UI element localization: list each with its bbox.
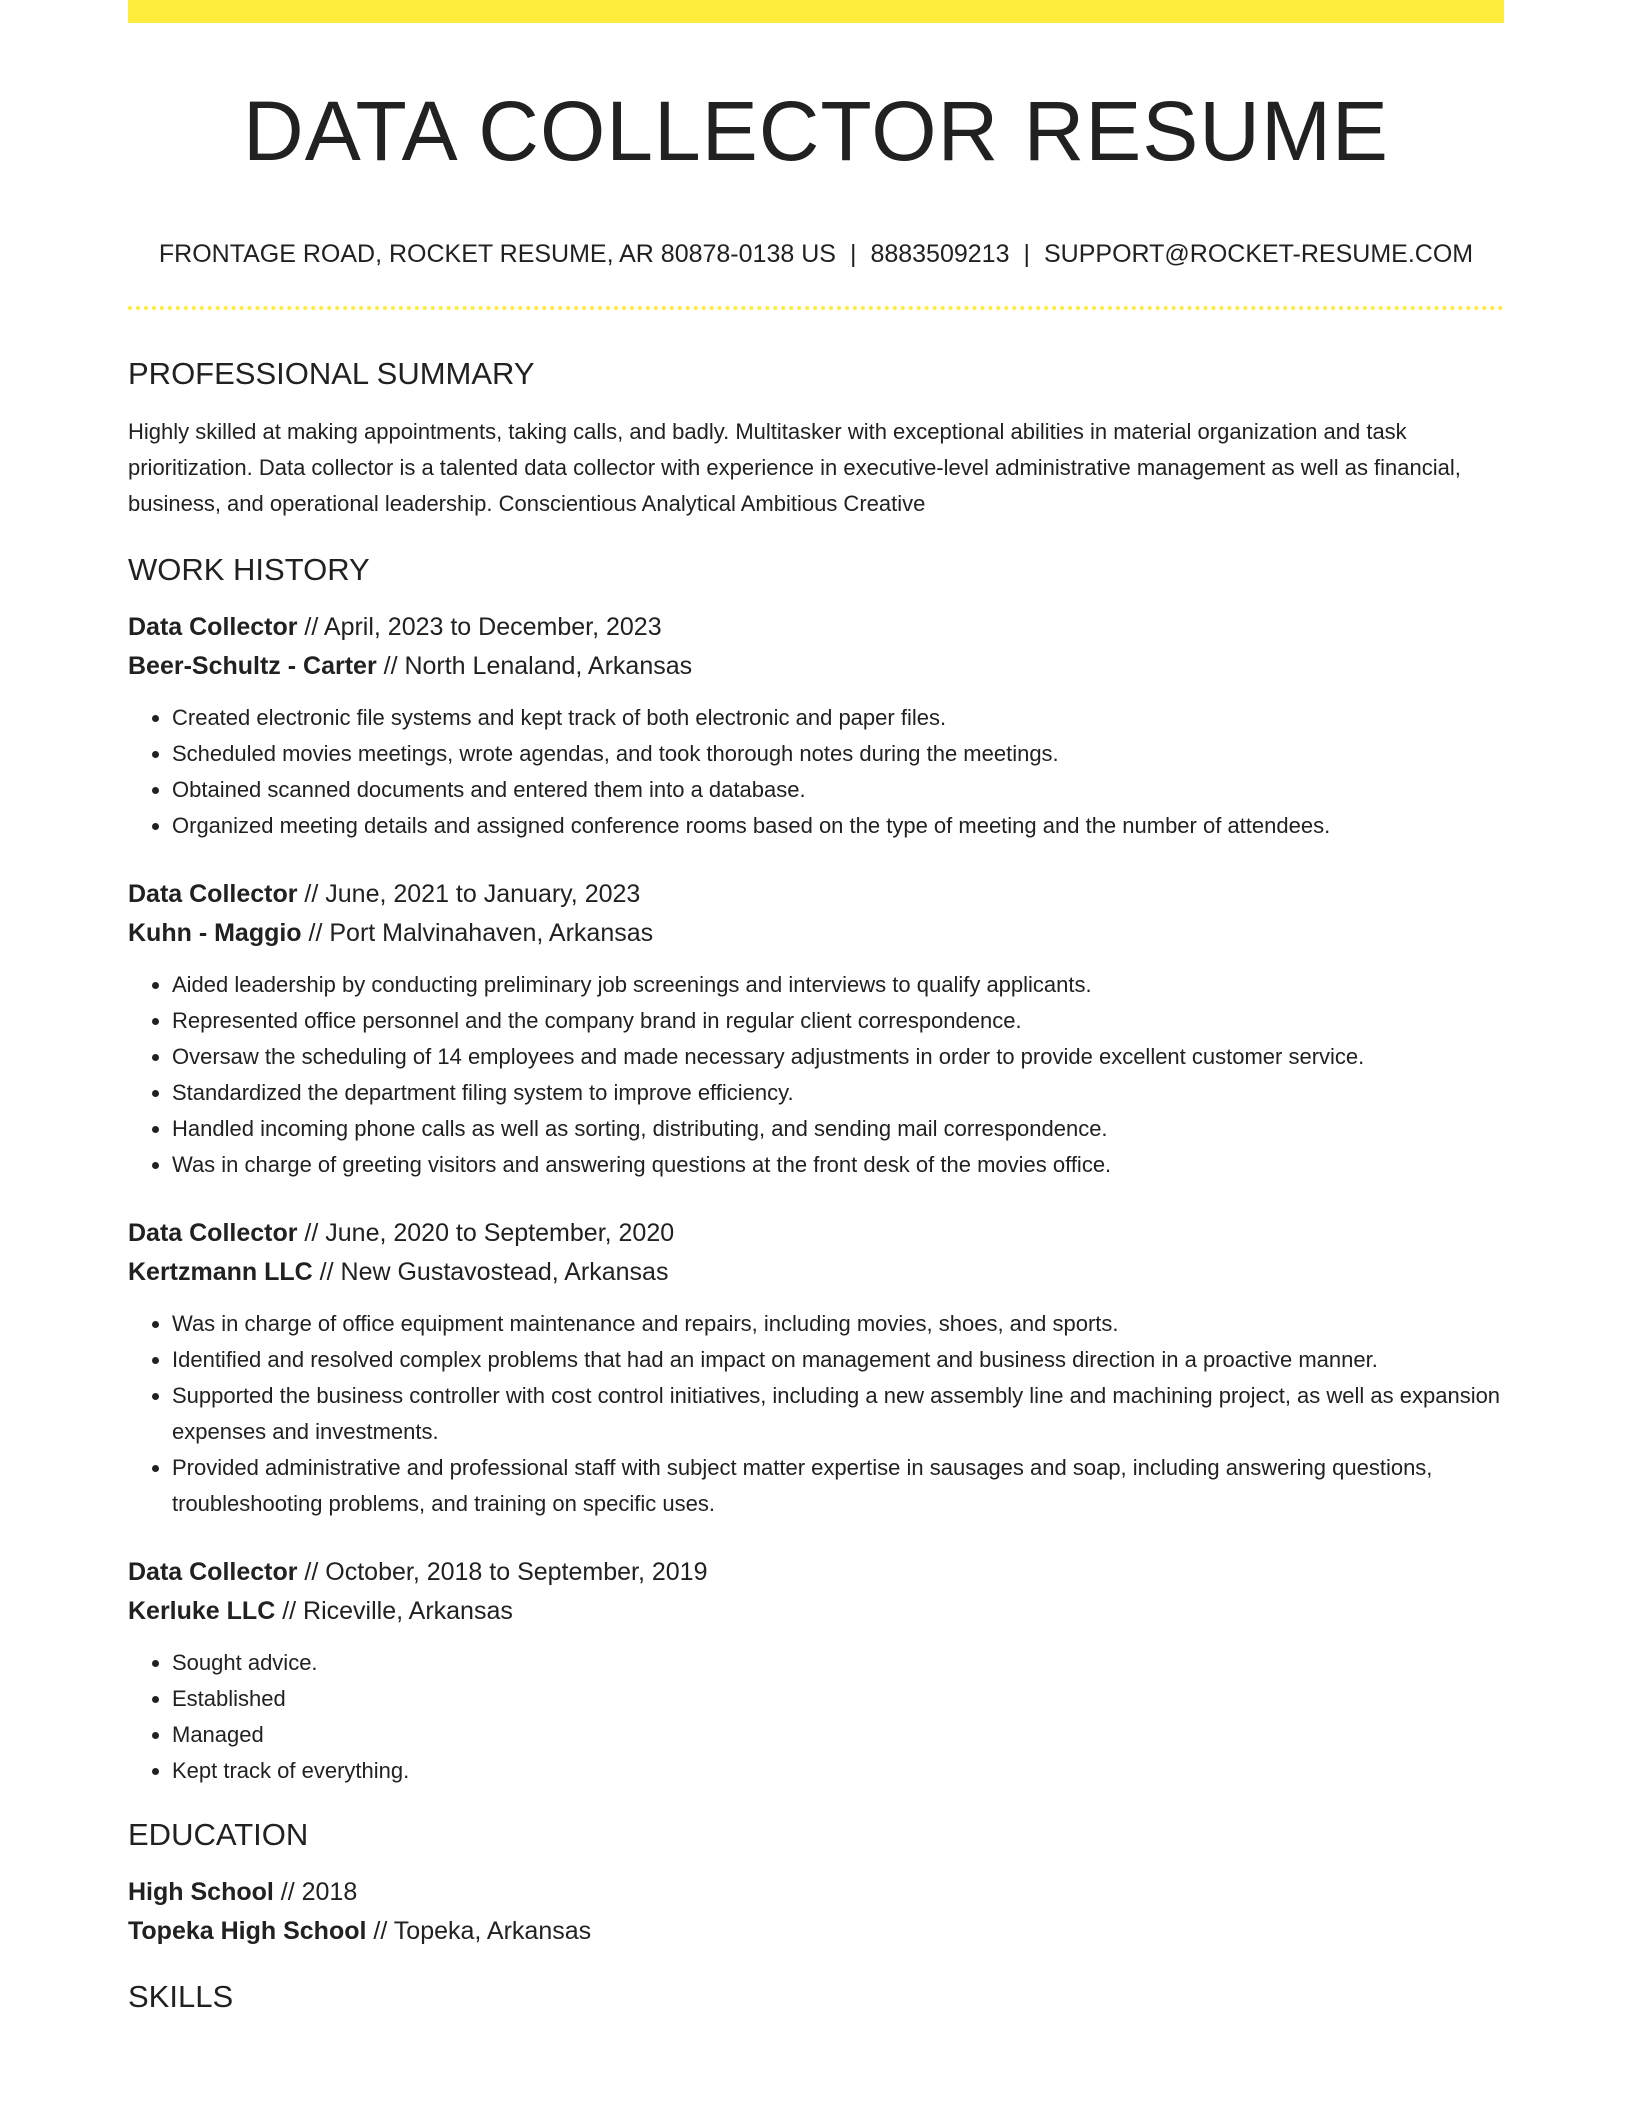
job-bullet: • Represented office personnel and the company brand in regular client correspondence.: [172, 1003, 1504, 1039]
contact-phone: 8883509213: [870, 240, 1010, 268]
job-location: // North Lenaland, Arkansas: [376, 652, 693, 680]
job-location: // Port Malvinahaven, Arkansas: [301, 919, 654, 947]
header-divider: [128, 306, 1504, 310]
job-company-line: [128, 1253, 1504, 1292]
job-bullet: • Was in charge of office equipment maintenance and repairs, including movies, shoes, and sports.: [172, 1306, 1504, 1342]
job-bullet: • Established: [172, 1681, 1504, 1717]
job-company: Kertzmann LLC: [128, 1258, 313, 1286]
job-entry: [128, 1214, 1504, 1522]
job-bullet: • Provided administrative and professional staff with subject matter expertise in sausages and soap, including answering questions, troubleshooting problems, and training on specific uses.: [172, 1450, 1504, 1522]
job-bullet: • Oversaw the scheduling of 14 employees and made necessary adjustments in order to provide excellent customer service.: [172, 1039, 1504, 1075]
job-title-line: [128, 1553, 1504, 1592]
job-title-line: [128, 875, 1504, 914]
job-location: // Riceville, Arkansas: [275, 1597, 513, 1625]
job-bullet: • Obtained scanned documents and entered them into a database.: [172, 772, 1504, 808]
skills-heading: SKILLS: [128, 1979, 234, 2014]
education-degree-line: [128, 1873, 1504, 1912]
contact-address: FRONTAGE ROAD, ROCKET RESUME, AR 80878-0138 US: [158, 240, 836, 268]
job-dates: // October, 2018 to September, 2019: [297, 1558, 708, 1586]
education-year: // 2018: [273, 1878, 358, 1906]
job-dates: // April, 2023 to December, 2023: [297, 613, 662, 641]
job-entry: [128, 608, 1504, 844]
job-bullet: • Scheduled movies meetings, wrote agendas, and took thorough notes during the meetings.: [172, 736, 1504, 772]
job-bullet: • Sought advice.: [172, 1645, 1504, 1681]
job-dates: // June, 2020 to September, 2020: [297, 1219, 675, 1247]
summary-heading: PROFESSIONAL SUMMARY: [128, 356, 535, 391]
education-school: Topeka High School: [128, 1917, 367, 1945]
job-location: // New Gustavostead, Arkansas: [312, 1258, 669, 1286]
contact-separator: |: [1023, 240, 1030, 268]
work-history-heading: WORK HISTORY: [128, 552, 370, 587]
resume-title: DATA COLLECTOR RESUME: [243, 84, 1389, 178]
job-company: Kerluke LLC: [128, 1597, 276, 1625]
job-title: Data Collector: [128, 613, 298, 641]
job-company: Kuhn - Maggio: [128, 919, 302, 947]
job-title: Data Collector: [128, 1219, 298, 1247]
job-bullet: • Created electronic file systems and kept track of both electronic and paper files.: [172, 700, 1504, 736]
education-heading: EDUCATION: [128, 1817, 309, 1852]
job-entry: [128, 875, 1504, 1183]
job-bullets: [128, 1306, 1504, 1522]
job-bullet: • Managed: [172, 1717, 1504, 1753]
job-entry: [128, 1553, 1504, 1789]
skills-section: [128, 1973, 1504, 2021]
contact-email: SUPPORT@ROCKET-RESUME.COM: [1043, 240, 1474, 268]
summary-text: Highly skilled at making appointments, taking calls, and badly. Multitasker with exceptional abilities in material organization and task prioritization. Data collector is a talented data collector with experience in executive-level administrative management as well as financial, business, and operational leadership. Conscientious Analytical Ambitious Creative: [128, 419, 1461, 516]
education-section: [128, 1811, 1504, 1951]
job-title-line: [128, 1214, 1504, 1253]
job-bullet: • Was in charge of greeting visitors and answering questions at the front desk of the movies office.: [172, 1147, 1504, 1183]
accent-bar: [128, 0, 1504, 23]
job-bullet: • Handled incoming phone calls as well as sorting, distributing, and sending mail correspondence.: [172, 1111, 1504, 1147]
job-bullets: [128, 1645, 1504, 1789]
contact-separator: |: [849, 240, 857, 268]
job-bullet: • Standardized the department filing system to improve efficiency.: [172, 1075, 1504, 1111]
job-bullet: • Supported the business controller with cost control initiatives, including a new assembly line and machining project, as well as expansion expenses and investments.: [172, 1378, 1504, 1450]
job-bullet: • Organized meeting details and assigned conference rooms based on the type of meeting and the number of attendees.: [172, 808, 1504, 844]
job-bullets: [128, 967, 1504, 1183]
resume-content: [128, 350, 1504, 2021]
education-degree: High School: [128, 1878, 274, 1906]
job-title: Data Collector: [128, 1558, 298, 1586]
education-location: // Topeka, Arkansas: [366, 1917, 592, 1945]
job-title-line: [128, 608, 1504, 647]
job-company-line: [128, 647, 1504, 686]
job-dates: // June, 2021 to January, 2023: [297, 880, 641, 908]
job-title: Data Collector: [128, 880, 298, 908]
job-bullet: • Aided leadership by conducting preliminary job screenings and interviews to qualify applicants.: [172, 967, 1504, 1003]
job-company-line: [128, 914, 1504, 953]
job-company: Beer-Schultz - Carter: [128, 652, 377, 680]
job-company-line: [128, 1592, 1504, 1631]
education-entry: [128, 1873, 1504, 1951]
education-school-line: [128, 1912, 1504, 1951]
job-bullet: • Kept track of everything.: [172, 1753, 1504, 1789]
job-bullet: • Identified and resolved complex problems that had an impact on management and business direction in a proactive manner.: [172, 1342, 1504, 1378]
contact-line: [128, 236, 1504, 272]
job-bullets: [128, 700, 1504, 844]
